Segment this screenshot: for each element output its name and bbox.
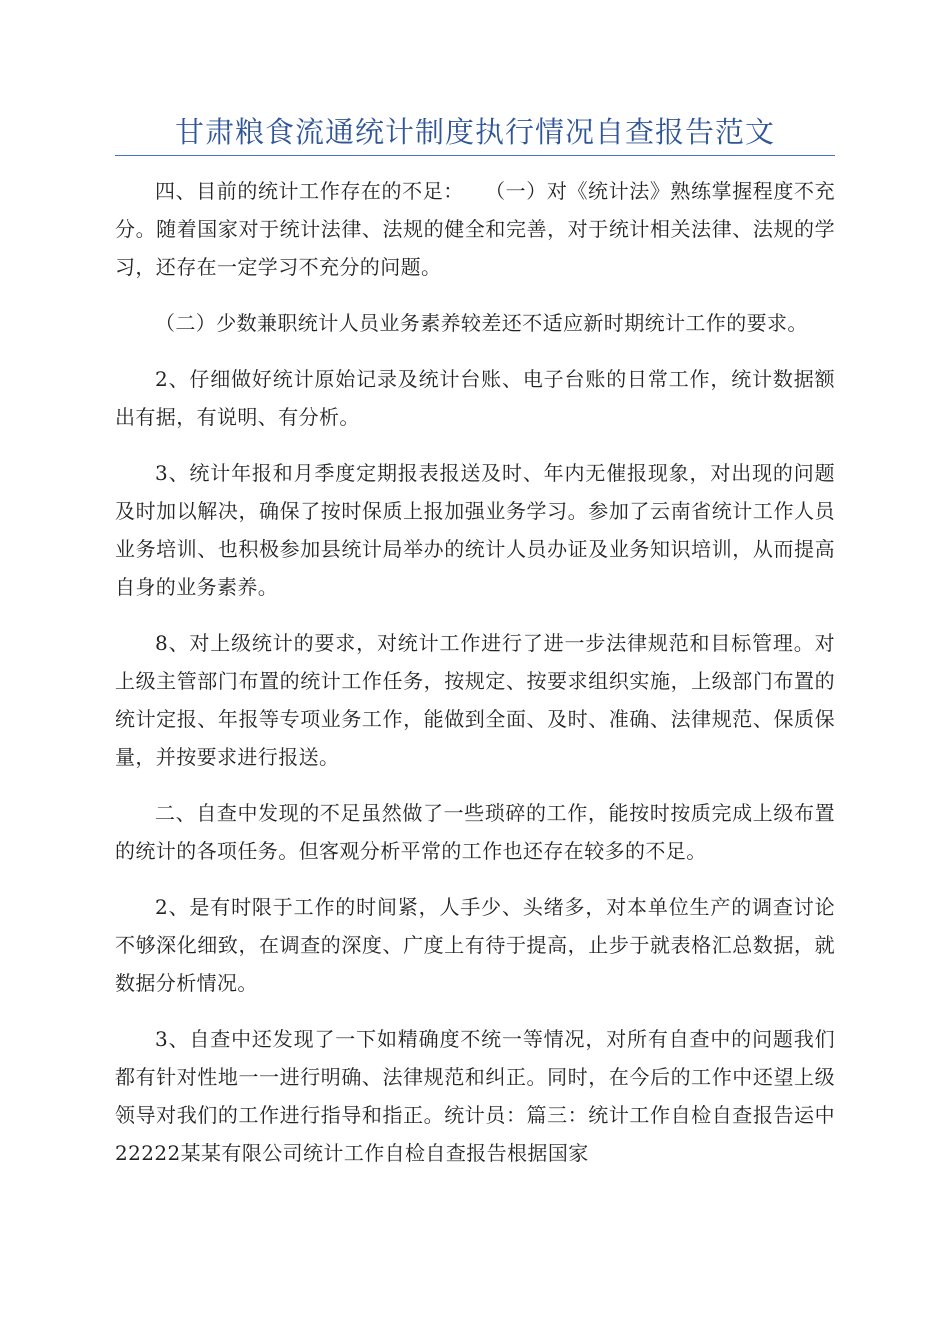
document-title: 甘肃粮食流通统计制度执行情况自查报告范文 [174,115,775,149]
paragraph-6: 二、自查中发现的不足虽然做了一些琐碎的工作，能按时按质完成上级布置的统计的各项任务。但客观分析平常的工作也还存在较多的不足。 [115,801,835,863]
paragraph-5: 8、对上级统计的要求，对统计工作进行了进一步法律规范和目标管理。对上级主管部门布置的统计工作任务，按规定、按要求组织实施，上级部门布置的统计定报、年报等专项业务工作，能做到全面、及时、准确、法律规范、保质保量，并按要求进行报送。 [115,631,835,769]
paragraph-8: 3、自查中还发现了一下如精确度不统一等情况，对所有自查中的问题我们都有针对性地一一进行明确、法律规范和纠正。同时，在今后的工作中还望上级领导对我们的工作进行指导和指正。统计员：篇三：统计工作自检自查报告运中22222某某有限公司统计工作自检自查报告根据国家 [115,1027,835,1165]
paragraph-2: （二）少数兼职统计人员业务素养较差还不适应新时期统计工作的要求。 [155,311,808,335]
paragraph-4: 3、统计年报和月季度定期报表报送及时、年内无催报现象，对出现的问题及时加以解决，确保了按时保质上报加强业务学习。参加了云南省统计工作人员业务培训、也积极参加县统计局举办的统计人员办证及业务知识培训，从而提高自身的业务素养。 [115,461,835,599]
title-underline [115,155,835,156]
document-body [115,172,835,1190]
paragraph-3: 2、仔细做好统计原始记录及统计台账、电子台账的日常工作，统计数据额出有据，有说明、有分析。 [115,367,835,429]
paragraph-7: 2、是有时限于工作的时间紧，人手少、头绪多，对本单位生产的调查讨论不够深化细致，在调查的深度、广度上有待于提高，止步于就表格汇总数据，就数据分析情况。 [115,895,835,995]
paragraph-1: 四、目前的统计工作存在的不足： （一）对《统计法》熟练掌握程度不充分。随着国家对于统计法律、法规的健全和完善，对于统计相关法律、法规的学习，还存在一定学习不充分的问题。 [115,179,835,279]
